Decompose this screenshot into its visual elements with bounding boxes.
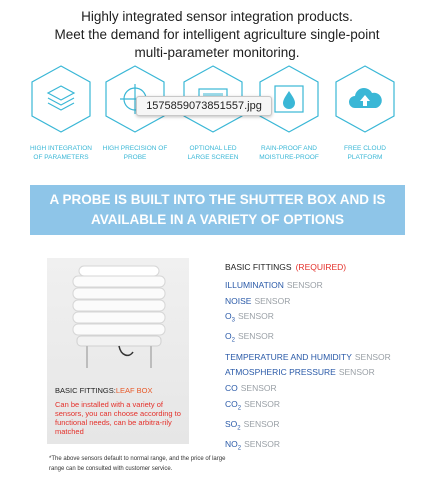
footnote: *The above sensors default to normal range, and the price of large range can be consulted with customer service.: [49, 456, 226, 472]
banner-line-1: A PROBE IS BUILT INTO THE SHUTTER BOX AND IS: [49, 192, 386, 207]
sensor-option: $SO_2$ SENSOR: [225, 418, 280, 432]
photo-caption-description: Can be installed with a variety of sensors, you can choose according to functional needs, can be arbitra-rily matched: [55, 400, 181, 436]
basic-fittings-list: [225, 262, 415, 457]
headline: [0, 8, 434, 62]
headline-line-3: multi-parameter monitoring.: [134, 45, 300, 60]
feature-label: OPTIONAL LED LARGE SCREEN: [187, 145, 239, 161]
image-filename-tooltip: 1575859073851557.jpg: [136, 96, 272, 116]
headline-line-1: Highly integrated sensor integration products.: [81, 9, 353, 24]
sensor-option: NOISE SENSOR: [225, 295, 291, 306]
feature-label: FREE CLOUD PLATFORM: [344, 145, 386, 161]
feature-icons: [30, 64, 404, 174]
headline-line-2: Meet the demand for intelligent agriculture single-point: [54, 27, 380, 42]
shutter-box-image: [67, 264, 171, 374]
cloud-upload-icon: [334, 64, 396, 134]
sensor-option: $NO_2$ SENSOR: [225, 439, 280, 452]
feature-label: RAIN-PROOF AND MOISTURE-PROOF: [259, 145, 319, 161]
sensor-option: $O_3$ SENSOR: [225, 311, 274, 324]
cube-stack-icon: [30, 64, 92, 134]
photo-caption-title: BASIC FITTINGS:LEAF BOX: [55, 386, 153, 395]
sensor-option: $O_2$ SENSOR: [225, 331, 274, 345]
sensor-option: TEMPERATURE AND HUMIDITY SENSOR: [225, 351, 391, 362]
sensor-option: CO SENSOR: [225, 382, 277, 393]
feature-cloud: [326, 64, 404, 162]
banner: [30, 185, 405, 235]
sensor-option: $CO_2$ SENSOR: [225, 398, 280, 412]
sensor-option: ATMOSPHERIC PRESSURE SENSOR: [225, 367, 375, 378]
feature-label: HIGH PRECISION OF PROBE: [102, 145, 168, 161]
feature-integration: [22, 64, 100, 162]
fittings-heading: BASIC FITTINGS (REQUIRED): [225, 262, 347, 272]
feature-label: HIGH INTEGRATION OF PARAMETERS: [30, 145, 92, 161]
product-photo: [47, 258, 189, 444]
banner-line-2: AVAILABLE IN A VARIETY OF OPTIONS: [90, 212, 344, 227]
sensor-option: ILLUMINATION SENSOR: [225, 280, 323, 290]
